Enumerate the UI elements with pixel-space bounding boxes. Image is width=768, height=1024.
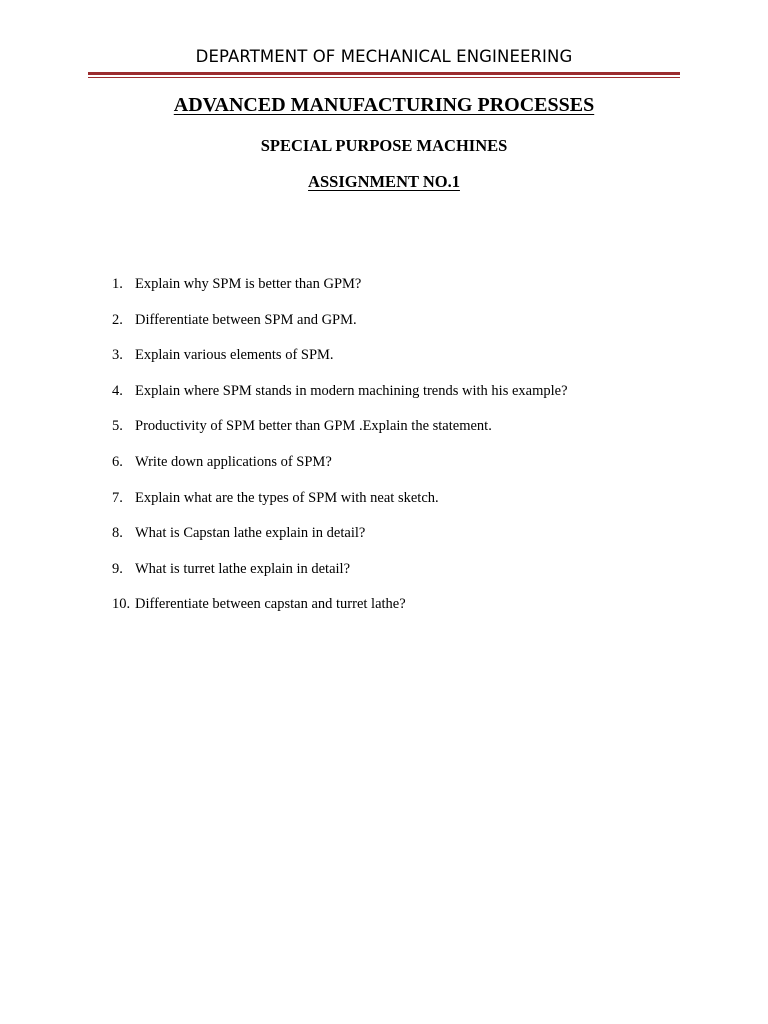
question-number: 5. bbox=[112, 418, 123, 435]
question-list bbox=[112, 275, 732, 631]
question-text: What is turret lathe explain in detail? bbox=[135, 560, 351, 577]
question-number: 7. bbox=[112, 489, 123, 506]
course-title-text: ADVANCED MANUFACTURING PROCESSES bbox=[173, 94, 595, 116]
question-item bbox=[112, 346, 732, 382]
question-item bbox=[112, 417, 732, 453]
question-text: Explain various elements of SPM. bbox=[135, 347, 334, 364]
question-text: Productivity of SPM better than GPM .Explain the statement. bbox=[135, 418, 492, 435]
question-text: Explain why SPM is better than GPM? bbox=[135, 276, 362, 292]
question-text: Explain what are the types of SPM with neat sketch. bbox=[135, 489, 439, 506]
question-text: Differentiate between capstan and turret lathe? bbox=[135, 596, 406, 613]
question-number: 2. bbox=[112, 311, 123, 328]
subject-title: SPECIAL PURPOSE MACHINES bbox=[260, 136, 508, 155]
header-rule-thin bbox=[88, 77, 680, 78]
question-number: 3. bbox=[112, 347, 123, 364]
question-number: 4. bbox=[112, 382, 123, 399]
course-title bbox=[0, 94, 768, 117]
question-text: Explain where SPM stands in modern machining trends with his example? bbox=[135, 382, 568, 399]
question-item bbox=[112, 311, 732, 347]
question-item bbox=[112, 524, 732, 560]
question-item bbox=[112, 595, 732, 631]
question-text: What is Capstan lathe explain in detail? bbox=[135, 525, 366, 542]
question-number: 9. bbox=[112, 560, 123, 577]
question-text: Write down applications of SPM? bbox=[135, 453, 332, 470]
question-number: 10. bbox=[112, 596, 131, 613]
question-item bbox=[112, 489, 732, 525]
question-number: 8. bbox=[112, 525, 123, 542]
question-item bbox=[112, 453, 732, 489]
question-item bbox=[112, 275, 732, 311]
question-item bbox=[112, 382, 732, 418]
question-number: 1. bbox=[112, 276, 123, 292]
question-text: Differentiate between SPM and GPM. bbox=[135, 311, 357, 328]
question-item bbox=[112, 560, 732, 596]
assignment-title-text: ASSIGNMENT NO.1 bbox=[308, 172, 460, 191]
question-number: 6. bbox=[112, 453, 123, 470]
assignment-title bbox=[0, 172, 768, 192]
department-header: DEPARTMENT OF MECHANICAL ENGINEERING bbox=[195, 47, 573, 66]
header-rule-thick bbox=[88, 72, 680, 75]
